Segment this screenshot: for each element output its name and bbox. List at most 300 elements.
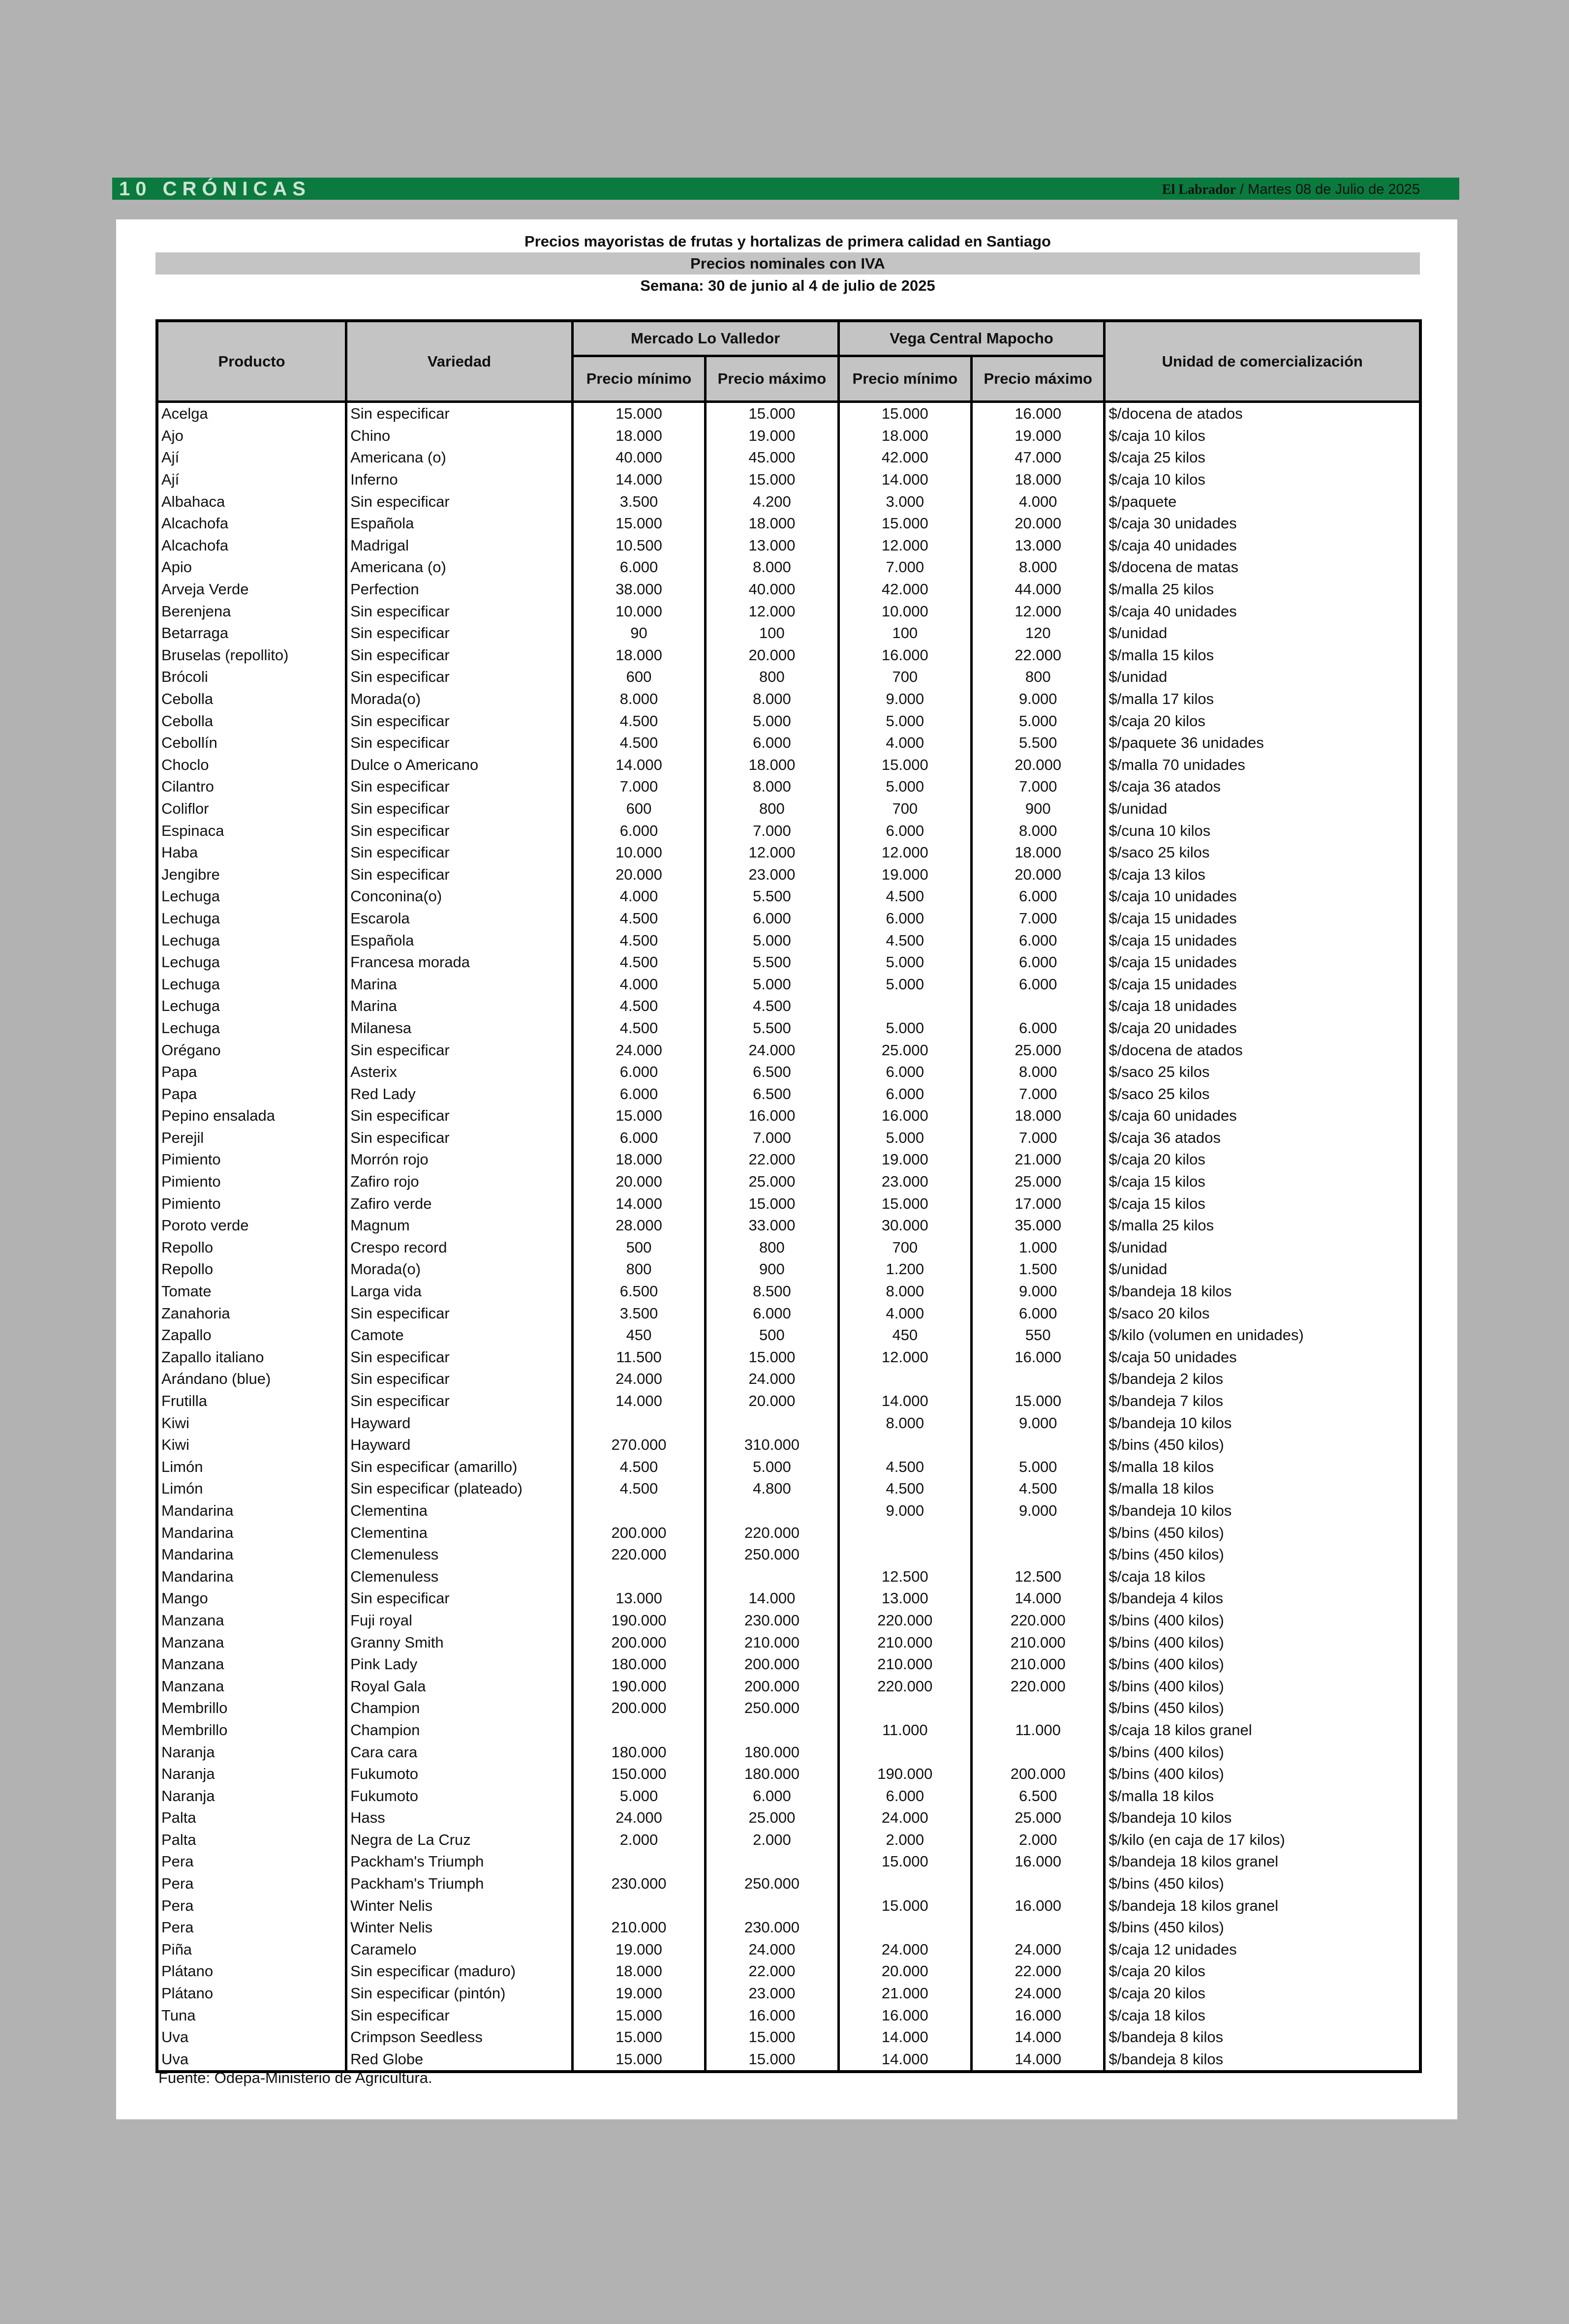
table-row [157,732,1420,754]
cell-lv-max [706,1412,838,1434]
cell-vc-max: 24.000 [972,1939,1105,1961]
cell-variedad: Sin especificar [346,710,573,732]
cell-lv-max: 900 [706,1258,838,1281]
header-dateline [1162,178,1420,200]
cell-vc-min: 42.000 [838,447,971,469]
cell-vc-max: 20.000 [972,863,1105,886]
cell-producto: Manzana [157,1675,346,1697]
cell-vc-min: 19.000 [838,1149,971,1171]
cell-unidad: $/caja 40 unidades [1105,600,1420,622]
cell-vc-max [972,1741,1105,1763]
cell-unidad: $/malla 25 kilos [1105,1215,1420,1237]
cell-producto: Tomate [157,1281,346,1303]
cell-lv-max: 800 [706,1237,838,1259]
cell-lv-min: 40.000 [572,447,705,469]
cell-unidad: $/bandeja 8 kilos [1105,2049,1420,2072]
cell-vc-max: 25.000 [972,1171,1105,1193]
cell-lv-min: 5.000 [572,1785,705,1807]
cell-vc-min [838,1522,971,1544]
cell-vc-min: 12.000 [838,1346,971,1369]
cell-producto: Mandarina [157,1565,346,1588]
table-row [157,1851,1420,1873]
cell-vc-max: 9.000 [972,688,1105,710]
cell-vc-min: 220.000 [838,1675,971,1697]
cell-lv-max: 5.000 [706,710,838,732]
cell-variedad: Champion [346,1719,573,1742]
cell-vc-min: 12.000 [838,842,971,864]
cell-producto: Pepino ensalada [157,1105,346,1127]
cell-lv-max: 210.000 [706,1631,838,1653]
cell-vc-max: 16.000 [972,1895,1105,1917]
table-row [157,1917,1420,1939]
cell-lv-min: 6.000 [572,1127,705,1149]
table-row [157,666,1420,688]
cell-vc-max: 1.000 [972,1237,1105,1259]
cell-lv-max: 6.500 [706,1083,838,1105]
cell-lv-max: 7.000 [706,1127,838,1149]
table-row [157,1873,1420,1895]
cell-vc-max: 22.000 [972,644,1105,667]
cell-variedad: Sin especificar [346,402,573,425]
cell-variedad: Packham's Triumph [346,1851,573,1873]
cell-vc-max [972,1544,1105,1566]
cell-lv-min: 150.000 [572,1763,705,1785]
cell-lv-min: 24.000 [572,1807,705,1829]
cell-vc-max: 18.000 [972,1105,1105,1127]
cell-producto: Acelga [157,402,346,425]
cell-vc-max: 210.000 [972,1653,1105,1676]
cell-producto: Espinaca [157,820,346,842]
cell-variedad: Chino [346,425,573,447]
cell-vc-max: 14.000 [972,2049,1105,2072]
cell-unidad: $/caja 36 atados [1105,776,1420,798]
cell-lv-max: 25.000 [706,1171,838,1193]
table-row [157,469,1420,491]
cell-unidad: $/caja 12 unidades [1105,1939,1420,1961]
cell-producto: Limón [157,1456,346,1478]
cell-variedad: Larga vida [346,1281,573,1303]
cell-lv-max: 18.000 [706,513,838,535]
header-vc-min: Precio mínimo [838,356,971,402]
cell-vc-max: 16.000 [972,1851,1105,1873]
cell-vc-min [838,1873,971,1895]
cell-lv-min: 200.000 [572,1522,705,1544]
cell-vc-max [972,1368,1105,1390]
cell-unidad: $/caja 60 unidades [1105,1105,1420,1127]
cell-variedad: Royal Gala [346,1675,573,1697]
table-row [157,1434,1420,1456]
cell-variedad: Americana (o) [346,447,573,469]
cell-lv-max: 230.000 [706,1917,838,1939]
cell-variedad: Escarola [346,908,573,930]
cell-unidad: $/malla 15 kilos [1105,644,1420,667]
cell-vc-min: 16.000 [838,644,971,667]
cell-lv-max: 15.000 [706,2026,838,2049]
cell-vc-min: 6.000 [838,1785,971,1807]
cell-vc-min: 5.000 [838,1127,971,1149]
cell-lv-min: 190.000 [572,1675,705,1697]
table-row [157,1302,1420,1324]
cell-lv-max: 40.000 [706,579,838,601]
cell-lv-min: 6.000 [572,556,705,579]
cell-lv-max: 24.000 [706,1939,838,1961]
cell-producto: Repollo [157,1258,346,1281]
cell-vc-max: 16.000 [972,402,1105,425]
cell-unidad: $/caja 20 kilos [1105,710,1420,732]
cell-variedad: Sin especificar [346,1105,573,1127]
cell-vc-max: 44.000 [972,579,1105,601]
cell-producto: Ají [157,469,346,491]
cell-lv-max [706,1851,838,1873]
cell-lv-max: 230.000 [706,1610,838,1632]
cell-unidad: $/saco 25 kilos [1105,842,1420,864]
header-variedad: Variedad [346,321,573,402]
cell-vc-max: 6.000 [972,1302,1105,1324]
cell-lv-max: 16.000 [706,2004,838,2026]
cell-vc-max: 20.000 [972,754,1105,776]
cell-producto: Pimiento [157,1171,346,1193]
cell-lv-max: 13.000 [706,535,838,557]
cell-lv-max: 22.000 [706,1149,838,1171]
cell-lv-max: 5.000 [706,973,838,995]
cell-producto: Cebolla [157,688,346,710]
cell-unidad: $/caja 15 kilos [1105,1171,1420,1193]
cell-producto: Alcachofa [157,535,346,557]
cell-vc-min: 14.000 [838,1390,971,1412]
cell-variedad: Asterix [346,1061,573,1083]
section-header-band [112,178,1459,200]
table-row [157,1346,1420,1369]
cell-unidad: $/malla 18 kilos [1105,1785,1420,1807]
table-row [157,929,1420,951]
cell-vc-min: 700 [838,1237,971,1259]
cell-lv-min: 200.000 [572,1697,705,1719]
table-row [157,1829,1420,1851]
cell-variedad: Sin especificar [346,1302,573,1324]
table-row [157,1127,1420,1149]
cell-variedad: Negra de La Cruz [346,1829,573,1851]
cell-lv-max [706,1719,838,1742]
cell-lv-max: 4.800 [706,1478,838,1500]
page-sheet [116,219,1457,2119]
cell-lv-min: 190.000 [572,1610,705,1632]
cell-vc-min: 210.000 [838,1631,971,1653]
cell-vc-max: 900 [972,798,1105,820]
cell-vc-max: 12.000 [972,600,1105,622]
table-row [157,513,1420,535]
cell-lv-max: 12.000 [706,842,838,864]
cell-variedad: Sin especificar [346,1346,573,1369]
cell-lv-min: 180.000 [572,1741,705,1763]
table-row [157,1017,1420,1040]
cell-unidad: $/caja 15 unidades [1105,951,1420,974]
cell-unidad: $/caja 30 unidades [1105,513,1420,535]
cell-producto: Manzana [157,1631,346,1653]
cell-variedad: Red Lady [346,1083,573,1105]
cell-unidad: $/bandeja 18 kilos granel [1105,1851,1420,1873]
table-row [157,1171,1420,1193]
cell-lv-max: 5.500 [706,951,838,974]
cell-vc-max: 25.000 [972,1039,1105,1061]
table-row [157,1193,1420,1215]
cell-vc-max: 6.000 [972,951,1105,974]
cell-unidad: $/bins (450 kilos) [1105,1544,1420,1566]
table-row [157,1522,1420,1544]
table-row [157,1697,1420,1719]
cell-lv-min: 4.000 [572,886,705,908]
cell-vc-min: 6.000 [838,908,971,930]
cell-unidad: $/docena de atados [1105,1039,1420,1061]
cell-lv-min: 450 [572,1324,705,1346]
cell-lv-min: 6.000 [572,1061,705,1083]
cell-vc-min: 4.500 [838,1456,971,1478]
cell-vc-min: 5.000 [838,710,971,732]
cell-variedad: Sin especificar [346,666,573,688]
cell-variedad: Morada(o) [346,1258,573,1281]
cell-lv-min: 4.500 [572,1478,705,1500]
cell-variedad: Española [346,513,573,535]
cell-lv-max: 23.000 [706,863,838,886]
cell-lv-min: 500 [572,1237,705,1259]
cell-producto: Papa [157,1083,346,1105]
cell-lv-min: 270.000 [572,1434,705,1456]
cell-producto: Palta [157,1829,346,1851]
table-row [157,1785,1420,1807]
cell-producto: Zapallo [157,1324,346,1346]
table-row [157,1215,1420,1237]
table-row [157,1281,1420,1303]
cell-vc-min: 450 [838,1324,971,1346]
cell-vc-min: 14.000 [838,469,971,491]
table-row [157,1588,1420,1610]
cell-vc-min: 4.500 [838,929,971,951]
cell-variedad: Clementina [346,1500,573,1522]
cell-variedad: Sin especificar [346,1127,573,1149]
cell-vc-min: 4.000 [838,732,971,754]
cell-variedad: Sin especificar [346,1368,573,1390]
cell-variedad: Clementina [346,1522,573,1544]
cell-producto: Perejil [157,1127,346,1149]
cell-vc-min: 5.000 [838,951,971,974]
cell-unidad: $/saco 20 kilos [1105,1302,1420,1324]
cell-lv-max: 15.000 [706,469,838,491]
cell-producto: Cilantro [157,776,346,798]
cell-vc-max: 4.500 [972,1478,1105,1500]
table-row [157,1653,1420,1676]
cell-vc-max: 200.000 [972,1763,1105,1785]
cell-vc-max: 210.000 [972,1631,1105,1653]
cell-vc-min: 210.000 [838,1653,971,1676]
table-row [157,1939,1420,1961]
cell-lv-min: 10.500 [572,535,705,557]
cell-vc-min: 6.000 [838,1061,971,1083]
cell-unidad: $/unidad [1105,666,1420,688]
cell-lv-min: 90 [572,622,705,644]
cell-producto: Jengibre [157,863,346,886]
cell-vc-max: 220.000 [972,1610,1105,1632]
cell-vc-max: 17.000 [972,1193,1105,1215]
cell-vc-min: 3.000 [838,490,971,513]
cell-lv-min: 13.000 [572,1588,705,1610]
cell-lv-max: 500 [706,1324,838,1346]
cell-lv-min: 10.000 [572,842,705,864]
cell-lv-max: 25.000 [706,1807,838,1829]
cell-vc-min: 700 [838,666,971,688]
cell-lv-max: 100 [706,622,838,644]
cell-unidad: $/caja 36 atados [1105,1127,1420,1149]
cell-producto: Betarraga [157,622,346,644]
cell-variedad: Americana (o) [346,556,573,579]
cell-unidad: $/caja 25 kilos [1105,447,1420,469]
cell-vc-min [838,1697,971,1719]
table-row [157,579,1420,601]
cell-vc-min: 5.000 [838,776,971,798]
cell-producto: Pimiento [157,1193,346,1215]
cell-vc-min: 4.000 [838,1302,971,1324]
cell-lv-min: 24.000 [572,1368,705,1390]
cell-variedad: Packham's Triumph [346,1873,573,1895]
cell-vc-max: 120 [972,622,1105,644]
cell-vc-max: 15.000 [972,1390,1105,1412]
cell-lv-max: 15.000 [706,2049,838,2072]
cell-vc-max: 7.000 [972,776,1105,798]
cell-vc-min: 6.000 [838,1083,971,1105]
cell-lv-max: 7.000 [706,820,838,842]
cell-producto: Lechuga [157,973,346,995]
header-unidad: Unidad de comercialización [1105,321,1420,402]
cell-vc-max: 6.000 [972,973,1105,995]
cell-producto: Frutilla [157,1390,346,1412]
cell-variedad: Española [346,929,573,951]
cell-vc-min: 19.000 [838,863,971,886]
table-row [157,842,1420,864]
main-title: Precios mayoristas de frutas y hortalizas de primera calidad en Santiago [524,233,1051,250]
table-body [157,402,1420,2072]
cell-producto: Alcachofa [157,513,346,535]
cell-variedad: Francesa morada [346,951,573,974]
cell-lv-max: 15.000 [706,1193,838,1215]
cell-lv-min: 4.500 [572,710,705,732]
cell-producto: Cebollín [157,732,346,754]
cell-lv-max: 5.000 [706,929,838,951]
cell-producto: Pera [157,1895,346,1917]
cell-vc-max: 9.000 [972,1500,1105,1522]
cell-unidad: $/caja 18 kilos granel [1105,1719,1420,1742]
cell-lv-min: 4.500 [572,732,705,754]
cell-variedad: Fukumoto [346,1763,573,1785]
table-row [157,402,1420,425]
cell-unidad: $/kilo (volumen en unidades) [1105,1324,1420,1346]
cell-vc-min: 6.000 [838,820,971,842]
cell-vc-min [838,1434,971,1456]
cell-producto: Pera [157,1917,346,1939]
cell-vc-min: 8.000 [838,1412,971,1434]
table-row [157,1610,1420,1632]
cell-variedad: Sin especificar (plateado) [346,1478,573,1500]
issue-date: Martes 08 de Julio de 2025 [1248,182,1420,197]
table-row [157,1237,1420,1259]
cell-unidad: $/bins (450 kilos) [1105,1522,1420,1544]
cell-vc-min: 190.000 [838,1763,971,1785]
cell-unidad: $/caja 10 unidades [1105,886,1420,908]
cell-lv-max: 4.500 [706,995,838,1017]
cell-producto: Ají [157,447,346,469]
cell-unidad: $/bandeja 10 kilos [1105,1807,1420,1829]
cell-variedad: Sin especificar [346,1588,573,1610]
cell-vc-max: 11.000 [972,1719,1105,1742]
table-row [157,490,1420,513]
table-titles [155,230,1420,297]
cell-variedad: Red Globe [346,2049,573,2072]
cell-producto: Lechuga [157,886,346,908]
table-row [157,556,1420,579]
cell-variedad: Sin especificar [346,820,573,842]
cell-producto: Papa [157,1061,346,1083]
table-row [157,1390,1420,1412]
cell-producto: Repollo [157,1237,346,1259]
cell-vc-min: 24.000 [838,1807,971,1829]
newspaper-name: El Labrador [1162,182,1236,197]
cell-unidad: $/malla 70 unidades [1105,754,1420,776]
cell-lv-max: 8.500 [706,1281,838,1303]
cell-vc-max: 6.500 [972,1785,1105,1807]
cell-lv-min: 4.500 [572,995,705,1017]
cell-vc-min [838,1741,971,1763]
cell-vc-min: 8.000 [838,1281,971,1303]
cell-variedad: Champion [346,1697,573,1719]
header-market-lo-valledor: Mercado Lo Valledor [572,321,838,356]
cell-variedad: Crimpson Seedless [346,2026,573,2049]
cell-unidad: $/malla 17 kilos [1105,688,1420,710]
cell-vc-min: 25.000 [838,1039,971,1061]
table-row [157,1763,1420,1785]
cell-producto: Arveja Verde [157,579,346,601]
cell-lv-min [572,1895,705,1917]
table-row [157,1895,1420,1917]
cell-lv-min: 180.000 [572,1653,705,1676]
cell-lv-min: 15.000 [572,2026,705,2049]
table-row [157,1105,1420,1127]
cell-vc-max: 8.000 [972,1061,1105,1083]
cell-lv-min: 2.000 [572,1829,705,1851]
cell-unidad: $/caja 20 kilos [1105,1983,1420,2005]
cell-variedad: Sin especificar [346,732,573,754]
cell-unidad: $/bins (450 kilos) [1105,1917,1420,1939]
cell-unidad: $/bins (450 kilos) [1105,1697,1420,1719]
cell-producto: Plátano [157,1960,346,1983]
header-lv-min: Precio mínimo [572,356,705,402]
cell-unidad: $/unidad [1105,798,1420,820]
cell-vc-max: 6.000 [972,929,1105,951]
table-row [157,754,1420,776]
table-row [157,1960,1420,1983]
cell-unidad: $/unidad [1105,622,1420,644]
cell-producto: Membrillo [157,1697,346,1719]
cell-lv-min: 3.500 [572,1302,705,1324]
table-row [157,2049,1420,2072]
cell-unidad: $/caja 40 unidades [1105,535,1420,557]
cell-lv-min: 24.000 [572,1039,705,1061]
header-market-vega-central: Vega Central Mapocho [838,321,1105,356]
cell-vc-min: 5.000 [838,973,971,995]
cell-variedad: Hayward [346,1434,573,1456]
cell-variedad: Perfection [346,579,573,601]
cell-vc-max: 16.000 [972,1346,1105,1369]
table-row [157,1544,1420,1566]
cell-producto: Mandarina [157,1522,346,1544]
cell-lv-min: 15.000 [572,2004,705,2026]
table-row [157,1807,1420,1829]
